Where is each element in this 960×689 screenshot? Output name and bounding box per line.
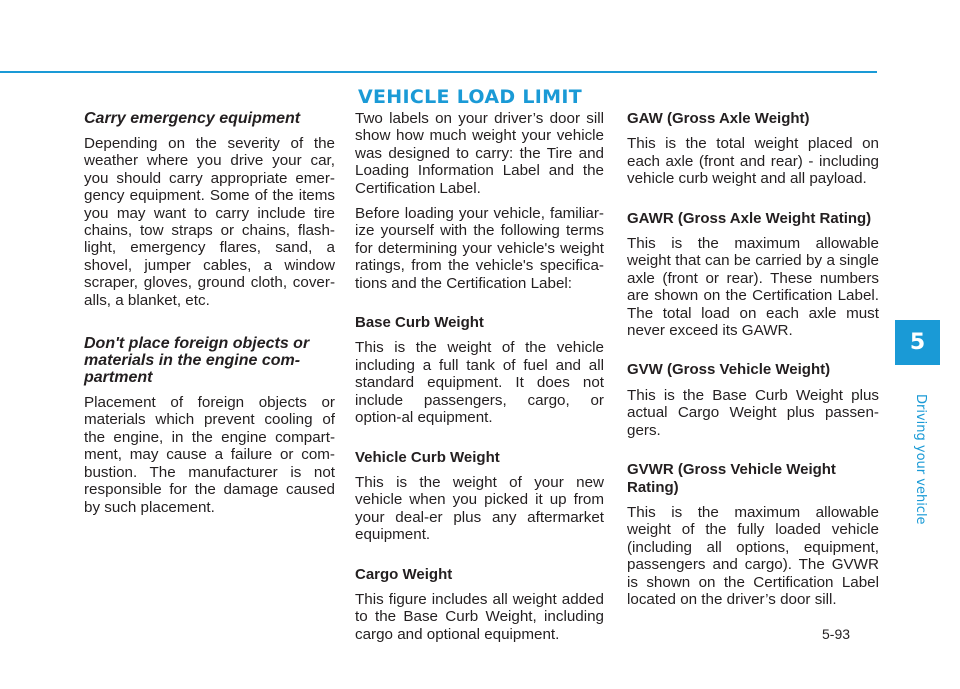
term-gvw: GVW (Gross Vehicle Weight) (627, 361, 831, 379)
definition-gawr: This is the maximum allowable weight that can be carried by a single axle (front or rear). These numbers are shown on the Certification Label. The total load on each axle must never exceed its GAWR. (627, 235, 879, 340)
term-base-curb-weight: Base Curb Weight (355, 314, 484, 332)
term-cargo-weight: Cargo Weight (355, 565, 453, 583)
chapter-label: Driving your vehicle (913, 394, 928, 525)
page-number: 5-93 (822, 626, 851, 642)
heading-foreign-objects: Don't place foreign objects or materials in the engine com-partment (84, 335, 310, 387)
term-gawr: GAWR (Gross Axle Weight Rating) (627, 209, 872, 227)
paragraph-emergency-equipment: Depending on the severity of the weather where you drive your car, you should carry appropriate emer-gency equipment. Some of the items you may want to carry include tire chains, tow straps or chains, flash-light, emergency flares, sand, a shovel, jumper cables, a window scraper, gloves, ground cloth, cover-alls, a blanket, etc. (84, 135, 335, 309)
heading-emergency-equipment: Carry emergency equipment (84, 110, 301, 127)
term-vehicle-curb-weight: Vehicle Curb Weight (355, 448, 500, 466)
header-rule (0, 71, 877, 73)
paragraph-loading-terms: Before loading your vehicle, familiar-ize yourself with the following terms for determining your vehicle's weight ratings, from the vehicle's specifica-tions and the Certification Label: (355, 205, 604, 292)
column-left (84, 110, 335, 524)
definition-base-curb-weight: This is the weight of the vehicle including a full tank of fuel and all standard equipment. It does not include passengers, cargo, or option-al equipment. (355, 339, 604, 427)
column-middle (355, 110, 604, 651)
definition-cargo-weight: This figure includes all weight added to the Base Curb Weight, including cargo and optional equipment. (355, 590, 604, 643)
term-gaw: GAW (Gross Axle Weight) (627, 110, 810, 127)
column-right (627, 110, 879, 616)
definition-gvw: This is the Base Curb Weight plus actual Cargo Weight plus passen-gers. (627, 386, 879, 439)
definition-gvwr: This is the maximum allowable weight of the fully loaded vehicle (including all options, equipment, passengers and cargo). The GVWR is shown on the Certification Label located on the driver’s door sill. (627, 503, 879, 608)
section-title: VEHICLE LOAD LIMIT (358, 86, 582, 108)
paragraph-door-labels: Two labels on your driver’s door sill show how much weight your vehicle was designed to carry: the Tire and Loading Information Label and the Certification Label. (355, 110, 604, 197)
definition-gaw: This is the total weight placed on each axle (front and rear) - including vehicle curb weight and all payload. (627, 135, 879, 188)
definition-vehicle-curb-weight: This is the weight of your new vehicle when you picked it up from your deal-er plus any aftermarket equipment. (355, 473, 604, 544)
term-gvwr: GVWR (Gross Vehicle Weight Rating) (627, 461, 836, 496)
chapter-number-tab: 5 (895, 320, 940, 365)
paragraph-foreign-objects: Placement of foreign objects or materials which prevent cooling of the engine, in the engine compart-ment, may cause a failure or com-bustion. The manufacturer is not responsible for the damage caused by such placement. (84, 394, 335, 516)
